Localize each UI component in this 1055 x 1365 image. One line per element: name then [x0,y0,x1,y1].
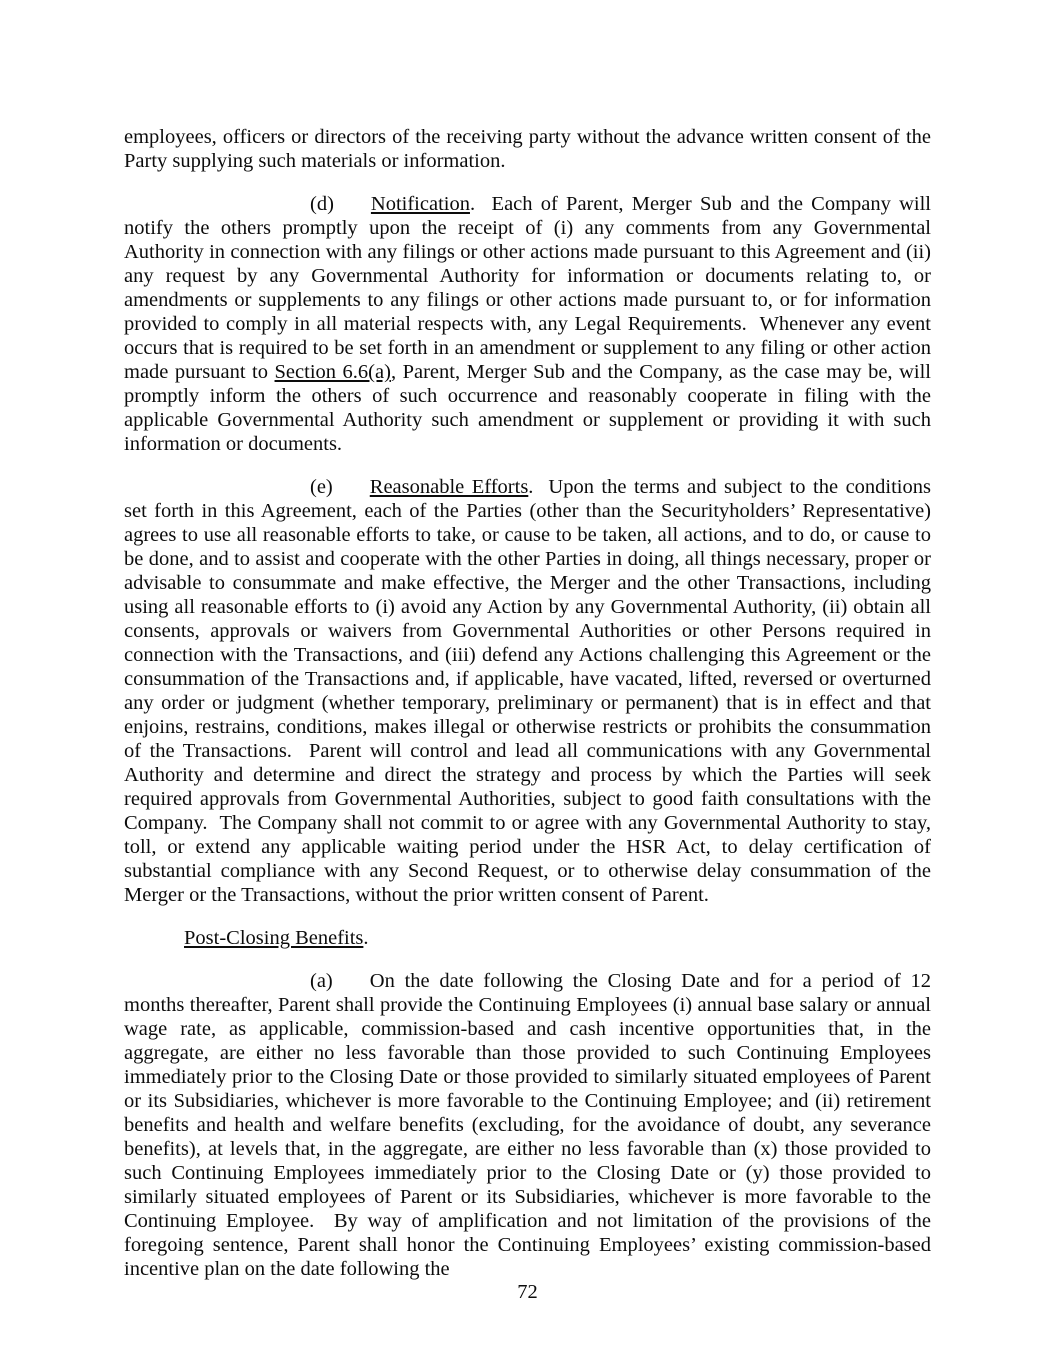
paragraph-text: , Parent, Merger Sub and the Company, as the case may be, will promptly inform the others of such occurrence and reasonably cooperate in filing with the applicable Governmental Authority such amendment or supplement or providing it with such information or documents. [124,361,931,455]
clause-heading-reasonable-efforts: Reasonable Efforts [369,476,529,498]
paragraph-continuation [124,125,931,173]
clause-label-a: (a) [310,970,333,992]
paragraph-e-reasonable-efforts [124,475,931,907]
paragraph-text: . Each of Parent, Merger Sub and the Company will notify the others promptly upon the receipt of (i) any comments from any Governmental Authority in connection with any filings or other actions made pursuant to this Agreement and (ii) any request by any Governmental Authority for information or documents relating to, or amendments or supplements to any filings or other actions made pursuant to, or for information provided to comply in all material respects with, any Legal Requirements. Whenever any event occurs that is required to be set forth in an amendment or supplement to any filing or other action made pursuant to [124,193,931,383]
section-reference-6-6a: Section 6.6(a) [274,361,391,383]
page-number: 72 [517,1281,538,1303]
section-heading-text: Post-Closing Benefits [184,927,364,949]
paragraph-a-post-closing [124,969,931,1281]
paragraph-text: employees, officers or directors of the receiving party without the advance written consent of the Party supplying such materials or information. [124,126,931,172]
paragraph-text: On the date following the Closing Date and for a period of 12 months thereafter, Parent shall provide the Continuing Employees (i) annual base salary or annual wage rate, as applicable, commission-based and cash incentive opportunities that, in the aggregate, are either no less favorable than those provided to such Continuing Employees immediately prior to the Closing Date or those provided to similarly situated employees of Parent or its Subsidiaries, whichever is more favorable to the Continuing Employee; and (ii) retirement benefits and health and welfare benefits (excluding, for the avoidance of doubt, any severance benefits), at levels that, in the aggregate, are either no less favorable than (x) those provided to such Continuing Employees immediately prior to the Closing Date or (y) those provided to similarly situated employees of Parent or its Subsidiaries, whichever is more favorable to the Continuing Employee. By way of amplification and not limitation of the provisions of the foregoing sentence, Parent shall honor the Continuing Employees’ existing commission-based incentive plan on the date following the [124,970,931,1280]
section-heading-post-closing-benefits [124,926,931,950]
clause-label-e: (e) [310,476,333,498]
paragraph-text: . Upon the terms and subject to the conditions set forth in this Agreement, each of the Parties (other than the Securityholders’ Representative) agrees to use all reasonable efforts to take, or cause to be taken, all actions, and to do, or cause to be done, and to assist and cooperate with the other Parties in doing, all things necessary, proper or advisable to consummate and make effective, the Merger and the other Transactions, including using all reasonable efforts to (i) avoid any Action by any Governmental Authority, (ii) obtain all consents, approvals or waivers from Governmental Authorities or other Persons required in connection with the Transactions, and (iii) defend any Actions challenging this Agreement or the consummation of the Transactions and, if applicable, have vacated, lifted, reversed or overturned any order or judgment (whether temporary, preliminary or permanent) that is in effect and that enjoins, restrains, conditions, makes illegal or otherwise restricts or prohibits the consummation of the Transactions. Parent will control and lead all communications with any Governmental Authority and determine and direct the strategy and process by which the Parties will seek required approvals from Governmental Authorities, subject to good faith consultations with the Company. The Company shall not commit to or agree with any Governmental Authority to stay, toll, or extend any applicable waiting period under the HSR Act, to delay certification of substantial compliance with any Second Request, or to otherwise delay consummation of the Merger or the Transactions, without the prior written consent of Parent. [124,476,931,906]
section-heading-period: . [363,927,369,949]
paragraph-d-notification [124,192,931,456]
clause-label-d: (d) [310,193,334,215]
document-content [124,125,931,1300]
clause-heading-notification: Notification [370,193,470,215]
